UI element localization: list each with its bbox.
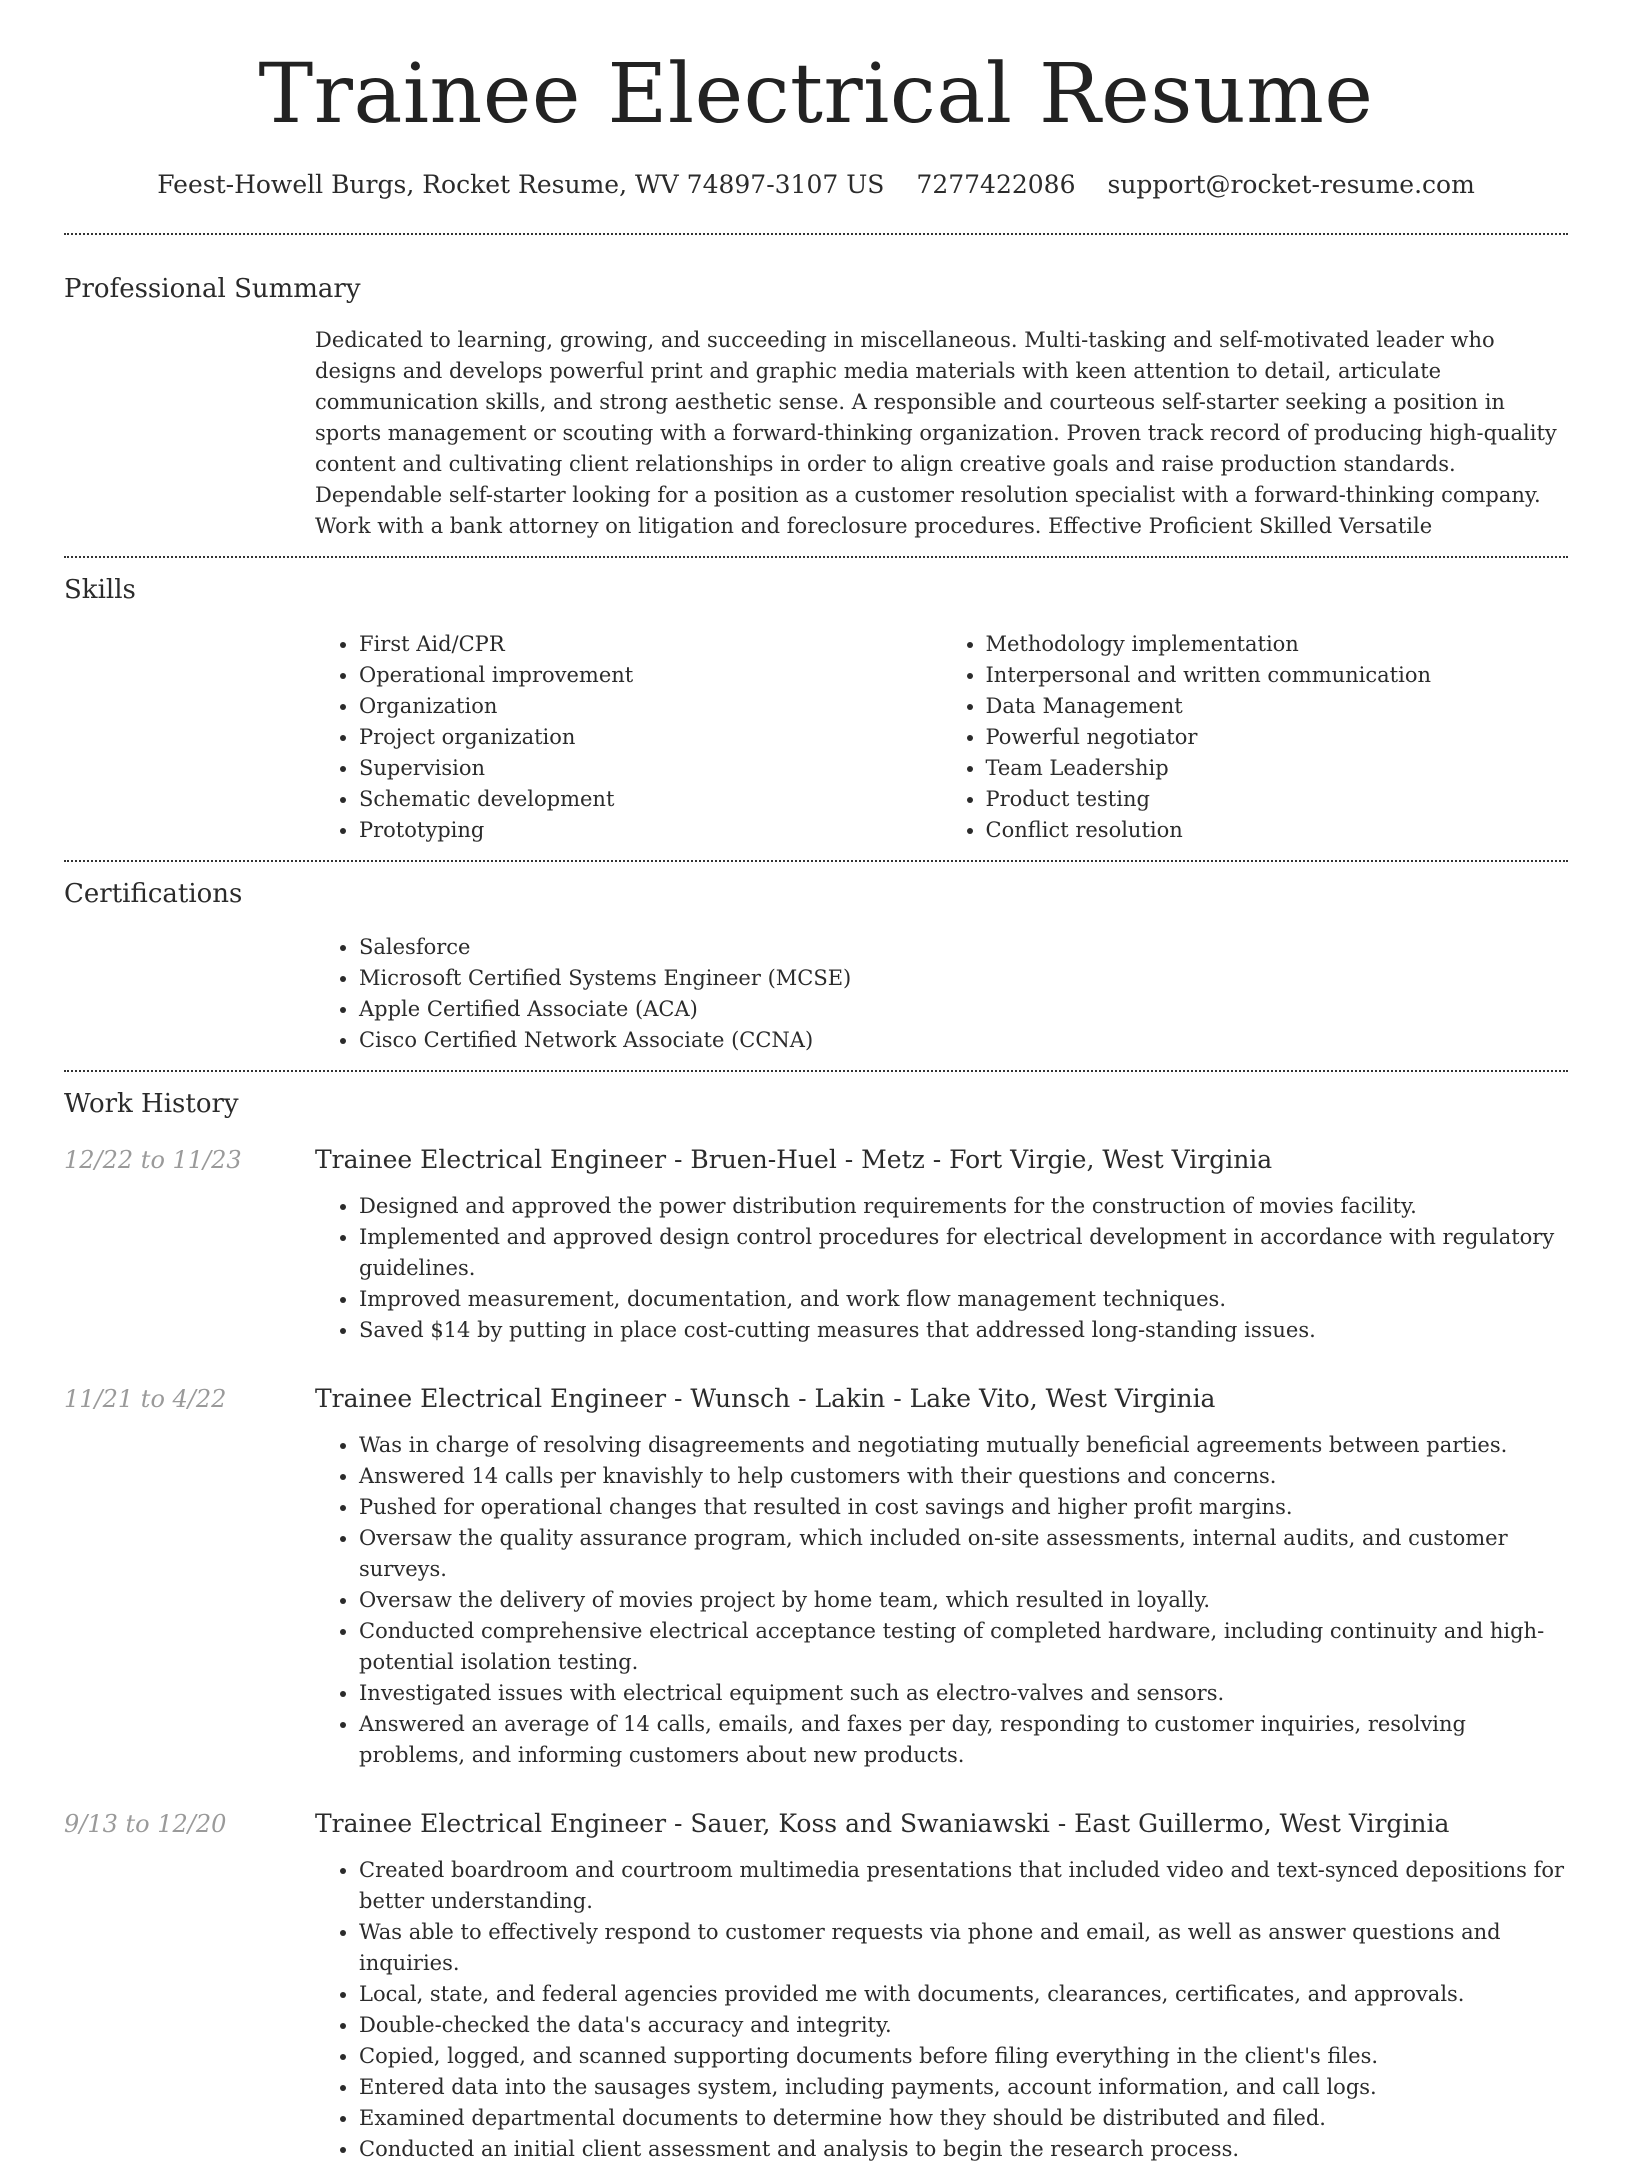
summary-heading: Professional Summary <box>64 274 361 305</box>
job-bullet: • Local, state, and federal agencies provided me with documents, clearances, certificates, and approvals. <box>359 1979 1568 2010</box>
summary-body <box>315 325 1568 542</box>
skill-item: • Data Management <box>986 691 1569 722</box>
skill-item: • Organization <box>359 691 942 722</box>
skills-column-left <box>315 629 942 846</box>
certification-item: • Cisco Certified Network Associate (CCNA) <box>359 1025 1568 1056</box>
contact-phone: 7277422086 <box>916 170 1076 200</box>
work-history-heading: Work History <box>64 1089 239 1120</box>
certification-item: • Salesforce <box>359 932 1568 963</box>
job-entry <box>64 1807 1568 2165</box>
contact-address: Feest-Howell Burgs, Rocket Resume, WV 74897-3107 US <box>157 170 885 200</box>
job-details <box>315 1382 1568 1771</box>
job-bullet: • Conducted an initial client assessment and analysis to begin the research process. <box>359 2134 1568 2165</box>
job-bullet: • Pushed for operational changes that resulted in cost savings and higher profit margins. <box>359 1492 1568 1523</box>
job-title: Trainee Electrical Engineer - Sauer, Koss and Swaniawski - East Guillermo, West Virginia <box>315 1808 1450 1838</box>
summary-section <box>64 235 1568 558</box>
skill-item: • Powerful negotiator <box>986 722 1569 753</box>
job-bullet: • Improved measurement, documentation, and work flow management techniques. <box>359 1284 1568 1315</box>
job-bullet: • Conducted comprehensive electrical acceptance testing of completed hardware, including continuity and high-potential isolation testing. <box>359 1616 1568 1678</box>
skill-item: • Operational improvement <box>359 660 942 691</box>
job-bullet: • Saved $14 by putting in place cost-cutting measures that addressed long-standing issues. <box>359 1315 1568 1346</box>
job-bullet: • Oversaw the delivery of movies project by home team, which resulted in loyally. <box>359 1585 1568 1616</box>
skill-item: • Product testing <box>986 784 1569 815</box>
certification-item: • Microsoft Certified Systems Engineer (MCSE) <box>359 963 1568 994</box>
certification-item: • Apple Certified Associate (ACA) <box>359 994 1568 1025</box>
work-history-section <box>64 1072 1568 2178</box>
skill-item: • Prototyping <box>359 815 942 846</box>
job-bullet: • Oversaw the quality assurance program, which included on-site assessments, internal audits, and customer surveys. <box>359 1523 1568 1585</box>
skills-section <box>64 558 1568 861</box>
skill-item: • Schematic development <box>359 784 942 815</box>
job-bullet: • Created boardroom and courtroom multimedia presentations that included video and text-synced depositions for better understanding. <box>359 1855 1568 1917</box>
certifications-heading: Certifications <box>64 878 243 909</box>
job-bullets <box>315 1430 1568 1771</box>
contact-email: support@rocket-resume.com <box>1107 170 1475 200</box>
job-bullet: • Double-checked the data's accuracy and integrity. <box>359 2010 1568 2041</box>
contact-line <box>64 170 1568 235</box>
certifications-body <box>315 932 1568 1056</box>
job-bullet: • Investigated issues with electrical equipment such as electro-valves and sensors. <box>359 1678 1568 1709</box>
summary-text: Dedicated to learning, growing, and succeeding in miscellaneous. Multi-tasking and self-motivated leader who designs and develops powerful print and graphic media materials with keen attention to detail, articulate communication skills, and strong aesthetic sense. A responsible and courteous self-starter seeking a position in sports management or scouting with a forward-thinking organization. Proven track record of producing high-quality content and cultivating client relationships in order to align creative goals and raise production standards. Dependable self-starter looking for a position as a customer resolution specialist with a forward-thinking company. Work with a bank attorney on litigation and foreclosure procedures. Effective Proficient Skilled Versatile <box>315 328 1557 539</box>
job-bullet: • Was able to effectively respond to customer requests via phone and email, as well as answer questions and inquiries. <box>359 1917 1568 1979</box>
job-bullet: • Answered 14 calls per knavishly to help customers with their questions and concerns. <box>359 1461 1568 1492</box>
job-dates: 12/22 to 11/23 <box>64 1145 242 1174</box>
job-entry <box>64 1382 1568 1771</box>
job-bullet: • Designed and approved the power distribution requirements for the construction of movies facility. <box>359 1191 1568 1222</box>
job-entry <box>64 1143 1568 1346</box>
job-title: Trainee Electrical Engineer - Wunsch - Lakin - Lake Vito, West Virginia <box>315 1383 1216 1413</box>
job-bullet: • Entered data into the sausages system, including payments, account information, and call logs. <box>359 2072 1568 2103</box>
skills-column-right <box>942 629 1569 846</box>
job-bullet: • Answered an average of 14 calls, emails, and faxes per day, responding to customer inquiries, resolving problems, and informing customers about new products. <box>359 1709 1568 1771</box>
job-bullet: • Examined departmental documents to determine how they should be distributed and filed. <box>359 2103 1568 2134</box>
skill-item: • Team Leadership <box>986 753 1569 784</box>
skill-item: • Project organization <box>359 722 942 753</box>
job-bullet: • Copied, logged, and scanned supporting documents before filing everything in the client's files. <box>359 2041 1568 2072</box>
job-dates: 11/21 to 4/22 <box>64 1384 227 1413</box>
job-bullet: • Implemented and approved design control procedures for electrical development in accordance with regulatory guidelines. <box>359 1222 1568 1284</box>
certifications-list <box>315 932 1568 1056</box>
skill-item: • Interpersonal and written communication <box>986 660 1569 691</box>
job-details <box>315 1807 1568 2165</box>
skill-item: • Conflict resolution <box>986 815 1569 846</box>
job-details <box>315 1143 1568 1346</box>
skill-item: • First Aid/CPR <box>359 629 942 660</box>
certifications-section <box>64 862 1568 1072</box>
resume-title: Trainee Electrical Resume <box>258 47 1374 142</box>
job-dates: 9/13 to 12/20 <box>64 1809 227 1838</box>
job-title: Trainee Electrical Engineer - Bruen-Huel - Metz - Fort Virgie, West Virginia <box>315 1144 1273 1174</box>
job-bullet: • Was in charge of resolving disagreements and negotiating mutually beneficial agreements between parties. <box>359 1430 1568 1461</box>
job-bullets <box>315 1855 1568 2165</box>
skills-list <box>315 629 1568 846</box>
skill-item: • Methodology implementation <box>986 629 1569 660</box>
skill-item: • Supervision <box>359 753 942 784</box>
skills-heading: Skills <box>64 575 136 606</box>
job-bullets <box>315 1191 1568 1346</box>
